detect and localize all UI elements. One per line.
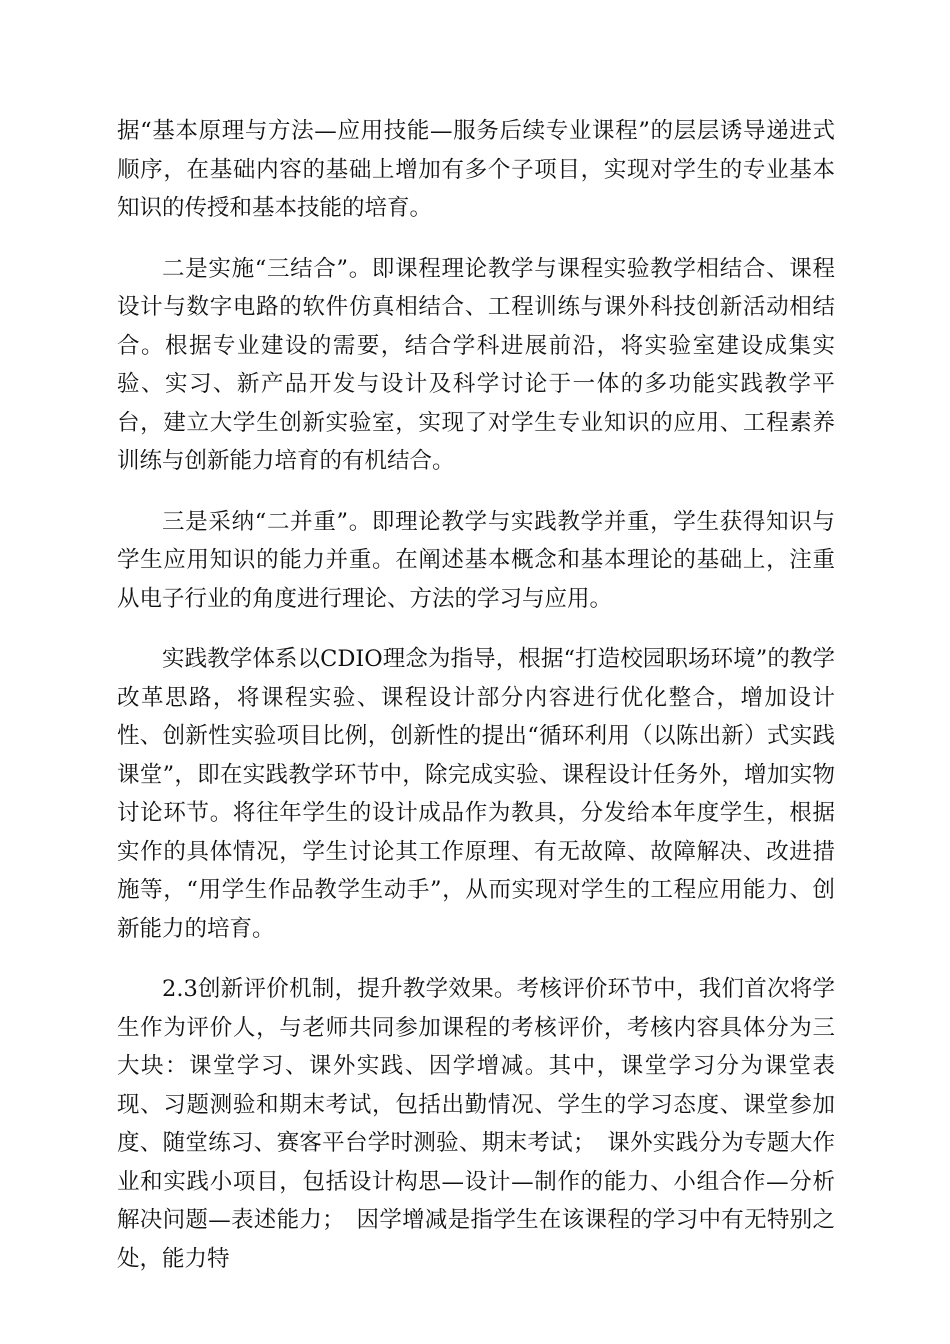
document-body [117, 112, 835, 1300]
paragraph-cdio-practice: 实践教学体系以CDIO理念为指导，根据“打造校园职场环境”的教学改革思路，将课程实验、课程设计部分内容进行优化整合，增加设计性、创新性实验项目比例，创新性的提出“循环利用（以陈出新）式实践课堂”，即在实践教学环节中，除完成实验、课程设计任务外，增加实物讨论环节。将往年学生的设计成品作为教具，分发给本年度学生，根据实作的具体情况，学生讨论其工作原理、有无故障、故障解决、改进措施等，“用学生作品教学生动手”，从而实现对学生的工程应用能力、创新能力的培育。 [117, 646, 835, 942]
paragraph-two-emphases: 三是采纳“二并重”。即理论教学与实践教学并重，学生获得知识与学生应用知识的能力并重。在阐述基本概念和基本理论的基础上，注重从电子行业的角度进行理论、方法的学习与应用。 [117, 508, 835, 612]
paragraph-three-combinations: 二是实施“三结合”。即课程理论教学与课程实验教学相结合、课程设计与数字电路的软件仿真相结合、工程训练与课外科技创新活动相结合。根据专业建设的需要，结合学科进展前沿，将实验室建设成集实验、实习、新产品开发与设计及科学讨论于一体的多功能实践教学平台，建立大学生创新实验室，实现了对学生专业知识的应用、工程素养训练与创新能力培育的有机结合。 [117, 255, 835, 474]
paragraph-evaluation-mechanism: 2.3创新评价机制，提升教学效果。考核评价环节中，我们首次将学生作为评价人，与老师共同参加课程的考核评价，考核内容具体分为三大块：课堂学习、课外实践、因学增减。其中，课堂学习分为课堂表现、习题测验和期末考试，包括出勤情况、学生的学习态度、课堂参加度、随堂练习、赛客平台学时测验、期末考试； 课外实践分为专题大作业和实践小项目，包括设计构思—设计—制作的能力、小组合作—分析解决问题—表述能力； 因学增减是指学生在该课程的学习中有无特别之处，能力特 [117, 976, 835, 1272]
paragraph-continuation: 据“基本原理与方法—应用技能—服务后续专业课程”的层层诱导递进式顺序，在基础内容的基础上增加有多个子项目，实现对学生的专业基本知识的传授和基本技能的培育。 [117, 118, 835, 221]
